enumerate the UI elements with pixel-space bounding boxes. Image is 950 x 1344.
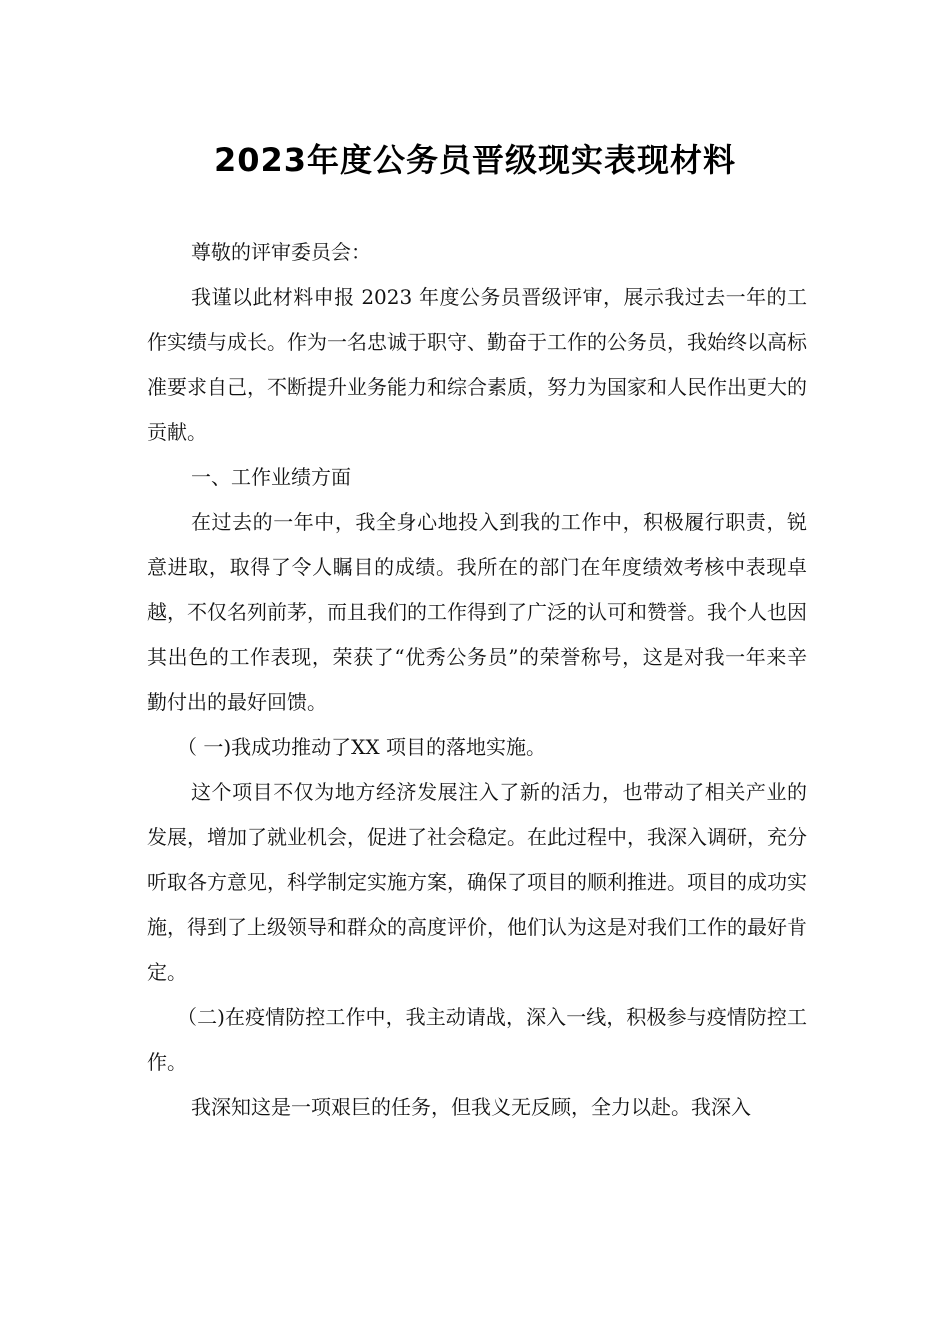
subheading-project: （ 一)我成功推动了XX 项目的落地实施。 <box>177 735 546 759</box>
subheading-epidemic: （二)在疫情防控工作中，我主动请战，深入一线，积极参与疫情防控工作。 <box>147 1005 807 1074</box>
document-body <box>147 230 807 1130</box>
salutation: 尊敬的评审委员会： <box>191 240 371 264</box>
document-title: 2023年度公务员晋级现实表现材料 <box>213 141 737 179</box>
paragraph-work-performance: 在过去的一年中，我全身心地投入到我的工作中，积极履行职责，锐意进取，取得了令人瞩目的成绩。我所在的部门在年度绩效考核中表现卓越，不仅名列前茅，而且我们的工作得到了广泛的认可和赞誉。我个人也因其出色的工作表现，荣获了“优秀公务员”的荣誉称号，这是对我一年来辛勤付出的最好回馈。 <box>147 510 807 714</box>
section-heading-work-performance: 一、工作业绩方面 <box>191 465 351 489</box>
paragraph-project: 这个项目不仅为地方经济发展注入了新的活力，也带动了相关产业的发展，增加了就业机会，促进了社会稳定。在此过程中，我深入调研，充分听取各方意见，科学制定实施方案，确保了项目的顺利推进。项目的成功实施，得到了上级领导和群众的高度评价，他们认为这是对我们工作的最好肯定。 <box>147 780 807 984</box>
paragraph-epidemic: 我深知这是一项艰巨的任务，但我义无反顾，全力以赴。我深入 <box>191 1095 751 1119</box>
paragraph-intro: 我谨以此材料申报 2023 年度公务员晋级评审，展示我过去一年的工作实绩与成长。作为一名忠诚于职守、勤奋于工作的公务员，我始终以高标准要求自己，不断提升业务能力和综合素质，努力为国家和人民作出更大的贡献。 <box>147 285 807 444</box>
